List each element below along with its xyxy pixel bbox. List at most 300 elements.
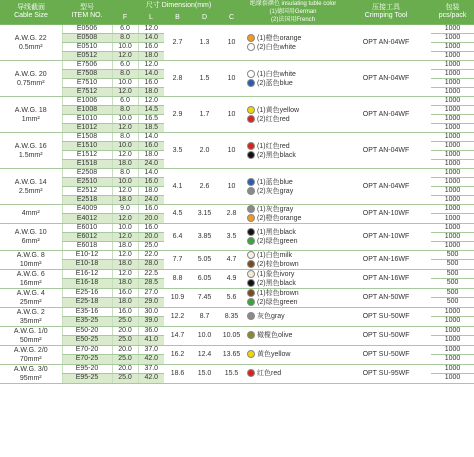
color-text: (2)蓝色blue <box>257 79 293 87</box>
pack-cell: 1000 <box>431 317 474 327</box>
col-d-header: D <box>191 13 218 25</box>
color-line <box>247 106 341 115</box>
f-cell: 9.0 <box>112 205 138 214</box>
f-cell: 18.0 <box>112 298 138 308</box>
d-cell: 7.45 <box>191 288 218 307</box>
color-cell <box>245 133 341 169</box>
table-row <box>0 288 474 298</box>
f-cell: 18.0 <box>112 279 138 289</box>
table-row <box>0 25 474 34</box>
awg-label: A.W.G. 1/0 <box>13 327 48 335</box>
color-line <box>247 312 341 321</box>
color-cell <box>245 364 341 383</box>
size-label: 2.5mm² <box>18 187 43 195</box>
table-row <box>0 133 474 142</box>
pack-cell: 1000 <box>431 88 474 97</box>
pack-cell: 1000 <box>431 25 474 34</box>
awg-label: A.W.G. 10 <box>14 228 47 236</box>
color-dot-icon <box>247 369 255 377</box>
l-cell: 22.0 <box>138 250 164 260</box>
l-cell: 24.0 <box>138 196 164 205</box>
pack-cell: 500 <box>431 260 474 270</box>
awg-label: A.W.G. 16 <box>14 142 47 150</box>
f-cell: 16.0 <box>112 288 138 298</box>
d-cell: 2.0 <box>191 133 218 169</box>
color-line <box>247 350 341 359</box>
size-label: 0.75mm² <box>16 79 45 87</box>
item-cell: E70-25 <box>62 355 112 365</box>
l-cell: 14.0 <box>138 70 164 79</box>
color-line <box>247 79 341 88</box>
l-cell: 29.0 <box>138 298 164 308</box>
f-cell: 10.0 <box>112 223 138 232</box>
f-cell: 12.0 <box>112 88 138 97</box>
color-dot-icon <box>247 115 255 123</box>
l-cell: 41.0 <box>138 336 164 346</box>
d-cell: 15.0 <box>191 364 218 383</box>
pack-cell: 1000 <box>431 336 474 346</box>
item-cell: E35-25 <box>62 317 112 327</box>
awg-label: A.W.G. 22 <box>14 34 47 42</box>
color-line <box>247 369 341 378</box>
color-line <box>247 205 341 214</box>
color-dot-icon <box>247 205 255 213</box>
f-cell: 8.0 <box>112 70 138 79</box>
cable-size-cell <box>0 205 62 224</box>
b-cell: 2.7 <box>164 25 191 61</box>
pack-cell: 1000 <box>431 124 474 133</box>
item-cell: E7508 <box>62 70 112 79</box>
col-c-header: C <box>218 13 245 25</box>
color-line <box>247 214 341 223</box>
item-cell: E2510 <box>62 178 112 187</box>
color-text: (2)黑色black <box>257 151 296 159</box>
f-cell: 8.0 <box>112 133 138 142</box>
pack-cell: 500 <box>431 298 474 308</box>
b-cell: 12.2 <box>164 307 191 326</box>
item-cell: E0506 <box>62 25 112 34</box>
item-cell: E2512 <box>62 187 112 196</box>
color-text: 红色red <box>257 370 282 378</box>
table-row <box>0 61 474 70</box>
awg-label: A.W.G. 3/0 <box>13 365 48 373</box>
size-label: 50mm² <box>19 336 42 344</box>
color-text: (2)灰色gray <box>257 187 294 195</box>
color-text: (2)绿色green <box>257 298 298 306</box>
pack-cell: 1000 <box>431 52 474 61</box>
color-dot-icon <box>247 34 255 42</box>
f-cell: 25.0 <box>112 336 138 346</box>
item-cell: E7506 <box>62 61 112 70</box>
color-text: (1)红色red <box>257 142 290 150</box>
item-cell: E4009 <box>62 205 112 214</box>
size-label: 95mm² <box>19 374 42 382</box>
b-cell: 6.4 <box>164 223 191 250</box>
color-text: 橄榄色olive <box>257 332 293 340</box>
color-dot-icon <box>247 237 255 245</box>
cable-size-cell <box>0 326 62 345</box>
l-cell: 22.5 <box>138 269 164 279</box>
item-cell: E2518 <box>62 196 112 205</box>
item-cell: E1008 <box>62 106 112 115</box>
tool-cell: OPT SU-50WF <box>341 345 431 364</box>
color-dot-icon <box>247 70 255 78</box>
color-cell <box>245 205 341 224</box>
f-cell: 10.0 <box>112 178 138 187</box>
c-cell: 3.5 <box>218 223 245 250</box>
color-dot-icon <box>247 79 255 87</box>
dimension-header: 尺寸 Dimension(mm) <box>112 0 245 13</box>
c-cell: 2.8 <box>218 205 245 224</box>
awg-label: A.W.G. 6 <box>16 270 45 278</box>
l-cell: 16.0 <box>138 79 164 88</box>
col-f-header: F <box>112 13 138 25</box>
color-header: 绝缘套颜色 insulating tuble color (1)德国用German (2)法国用French <box>245 0 341 25</box>
c-cell: 10.05 <box>218 326 245 345</box>
awg-label: A.W.G. 4 <box>16 289 45 297</box>
awg-label: A.W.G. 18 <box>14 106 47 114</box>
pack-cell: 1000 <box>431 70 474 79</box>
item-cell: E0508 <box>62 34 112 43</box>
pack-cell: 1000 <box>431 61 474 70</box>
l-cell: 42.0 <box>138 355 164 365</box>
pack-cell: 1000 <box>431 205 474 214</box>
pack-cell: 1000 <box>431 34 474 43</box>
color-dot-icon <box>247 106 255 114</box>
l-cell: 12.0 <box>138 61 164 70</box>
color-line <box>247 187 341 196</box>
color-cell <box>245 61 341 97</box>
f-cell: 20.0 <box>112 345 138 355</box>
f-cell: 8.0 <box>112 106 138 115</box>
cable-size-cell <box>0 169 62 205</box>
b-cell: 7.7 <box>164 250 191 269</box>
item-cell: E16-18 <box>62 279 112 289</box>
color-dot-icon <box>247 214 255 222</box>
l-cell: 14.0 <box>138 133 164 142</box>
pack-cell: 1000 <box>431 97 474 106</box>
f-cell: 18.0 <box>112 260 138 270</box>
l-cell: 12.0 <box>138 25 164 34</box>
d-cell: 10.0 <box>191 326 218 345</box>
color-dot-icon <box>247 151 255 159</box>
size-label: 70mm² <box>19 355 42 363</box>
d-cell: 1.7 <box>191 97 218 133</box>
f-cell: 12.0 <box>112 269 138 279</box>
item-cell: E95-20 <box>62 364 112 374</box>
cable-size-cell <box>0 345 62 364</box>
item-cell: E0510 <box>62 43 112 52</box>
f-cell: 10.0 <box>112 79 138 88</box>
item-cell: E4012 <box>62 214 112 223</box>
l-cell: 37.0 <box>138 364 164 374</box>
item-cell: E50-20 <box>62 326 112 336</box>
l-cell: 16.0 <box>138 223 164 232</box>
tool-cell: OPT AN-04WF <box>341 25 431 61</box>
b-cell: 3.5 <box>164 133 191 169</box>
pack-cell: 1000 <box>431 106 474 115</box>
c-cell: 10 <box>218 133 245 169</box>
l-cell: 16.5 <box>138 115 164 124</box>
color-cell <box>245 169 341 205</box>
f-cell: 10.0 <box>112 115 138 124</box>
b-cell: 2.9 <box>164 97 191 133</box>
l-cell: 18.0 <box>138 187 164 196</box>
cable-size-cell <box>0 307 62 326</box>
color-line <box>247 298 341 307</box>
color-text: (1)象色ivory <box>257 270 295 278</box>
pack-cell: 1000 <box>431 355 474 365</box>
f-cell: 12.0 <box>112 187 138 196</box>
c-cell: 10 <box>218 169 245 205</box>
color-line <box>247 178 341 187</box>
l-cell: 28.0 <box>138 260 164 270</box>
f-cell: 12.0 <box>112 52 138 61</box>
item-cell: E1518 <box>62 160 112 169</box>
pack-cell: 1000 <box>431 187 474 196</box>
item-cell: E1012 <box>62 124 112 133</box>
l-cell: 24.0 <box>138 160 164 169</box>
item-cell: E0512 <box>62 52 112 61</box>
pack-cell: 1000 <box>431 223 474 232</box>
pack-header: 包装 pcs/pack <box>431 0 474 25</box>
item-cell: E1512 <box>62 151 112 160</box>
f-cell: 25.0 <box>112 355 138 365</box>
item-cell: E1508 <box>62 133 112 142</box>
l-cell: 16.0 <box>138 43 164 52</box>
l-cell: 14.0 <box>138 169 164 178</box>
item-cell: E25-16 <box>62 288 112 298</box>
color-line <box>247 142 341 151</box>
table-row <box>0 97 474 106</box>
cable-size-cell <box>0 133 62 169</box>
color-text: (1)白色milk <box>257 251 293 259</box>
d-cell: 1.5 <box>191 61 218 97</box>
item-cell: E6018 <box>62 241 112 250</box>
color-dot-icon <box>247 289 255 297</box>
l-cell: 39.0 <box>138 317 164 327</box>
c-cell: 5.6 <box>218 288 245 307</box>
size-label: 6mm² <box>21 237 40 245</box>
color-text: (2)橙色orange <box>257 214 302 222</box>
f-cell: 10.0 <box>112 142 138 151</box>
tool-cell: OPT AN-04WF <box>341 61 431 97</box>
b-cell: 4.5 <box>164 205 191 224</box>
f-cell: 12.0 <box>112 124 138 133</box>
color-line <box>247 115 341 124</box>
table-row <box>0 345 474 355</box>
tool-cell: OPT AN-10WF <box>341 223 431 250</box>
item-header: 型号 ITEM NO. <box>62 0 112 25</box>
item-cell: E1010 <box>62 115 112 124</box>
cable-size-cell <box>0 223 62 250</box>
b-cell: 14.7 <box>164 326 191 345</box>
f-cell: 20.0 <box>112 326 138 336</box>
pack-cell: 500 <box>431 269 474 279</box>
color-dot-icon <box>247 251 255 259</box>
color-dot-icon <box>247 178 255 186</box>
pack-cell: 1000 <box>431 178 474 187</box>
pack-cell: 1000 <box>431 115 474 124</box>
l-cell: 18.0 <box>138 151 164 160</box>
color-text: (1)橙色orange <box>257 34 302 42</box>
f-cell: 6.0 <box>112 61 138 70</box>
color-cell <box>245 223 341 250</box>
tool-cell: OPT AN-04WF <box>341 133 431 169</box>
color-dot-icon <box>247 43 255 51</box>
pack-cell: 1000 <box>431 232 474 241</box>
color-text: (1)棕色brown <box>257 289 299 297</box>
color-text: (1)灰色gray <box>257 205 294 213</box>
b-cell: 18.6 <box>164 364 191 383</box>
b-cell: 16.2 <box>164 345 191 364</box>
size-label: 1mm² <box>21 115 40 123</box>
item-cell: E16-12 <box>62 269 112 279</box>
item-cell: E6012 <box>62 232 112 241</box>
table-row <box>0 364 474 374</box>
l-cell: 16.0 <box>138 178 164 187</box>
awg-label: A.W.G. 14 <box>14 178 47 186</box>
col-b-header: B <box>164 13 191 25</box>
tool-cell: OPT SU-95WF <box>341 364 431 383</box>
d-cell: 2.6 <box>191 169 218 205</box>
color-line <box>247 70 341 79</box>
b-cell: 4.1 <box>164 169 191 205</box>
cable-size-header: 导线截面 Cable Size <box>0 0 62 25</box>
color-dot-icon <box>247 298 255 306</box>
l-cell: 27.0 <box>138 288 164 298</box>
color-text: (2)绿色green <box>257 237 298 245</box>
pack-cell: 1000 <box>431 79 474 88</box>
color-text: (1)黑色black <box>257 228 296 236</box>
item-cell: E6010 <box>62 223 112 232</box>
awg-label: A.W.G. 2 <box>16 308 45 316</box>
color-dot-icon <box>247 279 255 287</box>
l-cell: 20.0 <box>138 214 164 223</box>
l-cell: 16.0 <box>138 142 164 151</box>
l-cell: 28.5 <box>138 279 164 289</box>
c-cell: 4.9 <box>218 269 245 288</box>
c-cell: 10 <box>218 25 245 61</box>
pack-cell: 1000 <box>431 326 474 336</box>
pack-cell: 1000 <box>431 151 474 160</box>
c-cell: 8.35 <box>218 307 245 326</box>
f-cell: 18.0 <box>112 196 138 205</box>
pack-cell: 1000 <box>431 241 474 250</box>
table-row <box>0 250 474 260</box>
color-cell <box>245 25 341 61</box>
color-text: (2)白色white <box>257 43 296 51</box>
tool-cell: OPT AN-10WF <box>341 205 431 224</box>
l-cell: 14.0 <box>138 34 164 43</box>
awg-label: A.W.G. 20 <box>14 70 47 78</box>
size-label: 35mm² <box>19 317 42 325</box>
l-cell: 25.0 <box>138 241 164 250</box>
item-cell: E10-18 <box>62 260 112 270</box>
b-cell: 2.8 <box>164 61 191 97</box>
color-line <box>247 331 341 340</box>
color-line <box>247 34 341 43</box>
item-cell: E95-25 <box>62 374 112 384</box>
cable-size-cell <box>0 269 62 288</box>
pack-cell: 1000 <box>431 374 474 384</box>
color-text: (1)白色white <box>257 70 296 78</box>
color-dot-icon <box>247 142 255 150</box>
item-cell: E10-12 <box>62 250 112 260</box>
pack-cell: 1000 <box>431 43 474 52</box>
f-cell: 10.0 <box>112 43 138 52</box>
d-cell: 1.3 <box>191 25 218 61</box>
color-cell <box>245 250 341 269</box>
pack-cell: 1000 <box>431 345 474 355</box>
color-text: 灰色gray <box>257 313 285 321</box>
f-cell: 6.0 <box>112 97 138 106</box>
color-dot-icon <box>247 260 255 268</box>
l-cell: 16.0 <box>138 205 164 214</box>
cable-size-cell <box>0 97 62 133</box>
pack-cell: 1000 <box>431 214 474 223</box>
l-cell: 12.0 <box>138 97 164 106</box>
pack-cell: 500 <box>431 250 474 260</box>
pack-cell: 1000 <box>431 169 474 178</box>
d-cell: 12.4 <box>191 345 218 364</box>
c-cell: 10 <box>218 97 245 133</box>
item-cell: E2508 <box>62 169 112 178</box>
l-cell: 14.5 <box>138 106 164 115</box>
size-label: 1.5mm² <box>18 151 43 159</box>
c-cell: 4.7 <box>218 250 245 269</box>
f-cell: 12.0 <box>112 250 138 260</box>
c-cell: 10 <box>218 61 245 97</box>
table-row <box>0 269 474 279</box>
color-cell <box>245 326 341 345</box>
awg-label: A.W.G. 2/0 <box>13 346 48 354</box>
color-line <box>247 43 341 52</box>
color-text: 黄色yellow <box>257 351 291 359</box>
awg-label: A.W.G. 8 <box>16 251 45 259</box>
c-cell: 13.65 <box>218 345 245 364</box>
tool-cell: OPT AN-16WF <box>341 250 431 269</box>
color-cell <box>245 345 341 364</box>
l-cell: 18.5 <box>138 124 164 133</box>
d-cell: 6.05 <box>191 269 218 288</box>
cable-size-cell <box>0 61 62 97</box>
cable-size-cell <box>0 288 62 307</box>
f-cell: 25.0 <box>112 317 138 327</box>
size-label: 0.5mm² <box>18 43 43 51</box>
l-cell: 18.0 <box>138 88 164 97</box>
tool-cell: OPT AN-04WF <box>341 97 431 133</box>
d-cell: 3.15 <box>191 205 218 224</box>
item-cell: E25-18 <box>62 298 112 308</box>
pack-cell: 500 <box>431 288 474 298</box>
tool-header: 压接工具 Crimping Tool <box>341 0 431 25</box>
tool-cell: OPT AN-50WF <box>341 288 431 307</box>
d-cell: 8.7 <box>191 307 218 326</box>
size-label: 16mm² <box>19 279 42 287</box>
color-cell <box>245 269 341 288</box>
cable-size-cell <box>0 250 62 269</box>
color-text: (2)黑色black <box>257 279 296 287</box>
item-cell: E7510 <box>62 79 112 88</box>
size-label: 25mm² <box>19 298 42 306</box>
item-cell: E70-20 <box>62 345 112 355</box>
f-cell: 16.0 <box>112 307 138 317</box>
color-line <box>247 228 341 237</box>
pack-cell: 1000 <box>431 160 474 169</box>
color-line <box>247 279 341 288</box>
l-cell: 18.0 <box>138 52 164 61</box>
